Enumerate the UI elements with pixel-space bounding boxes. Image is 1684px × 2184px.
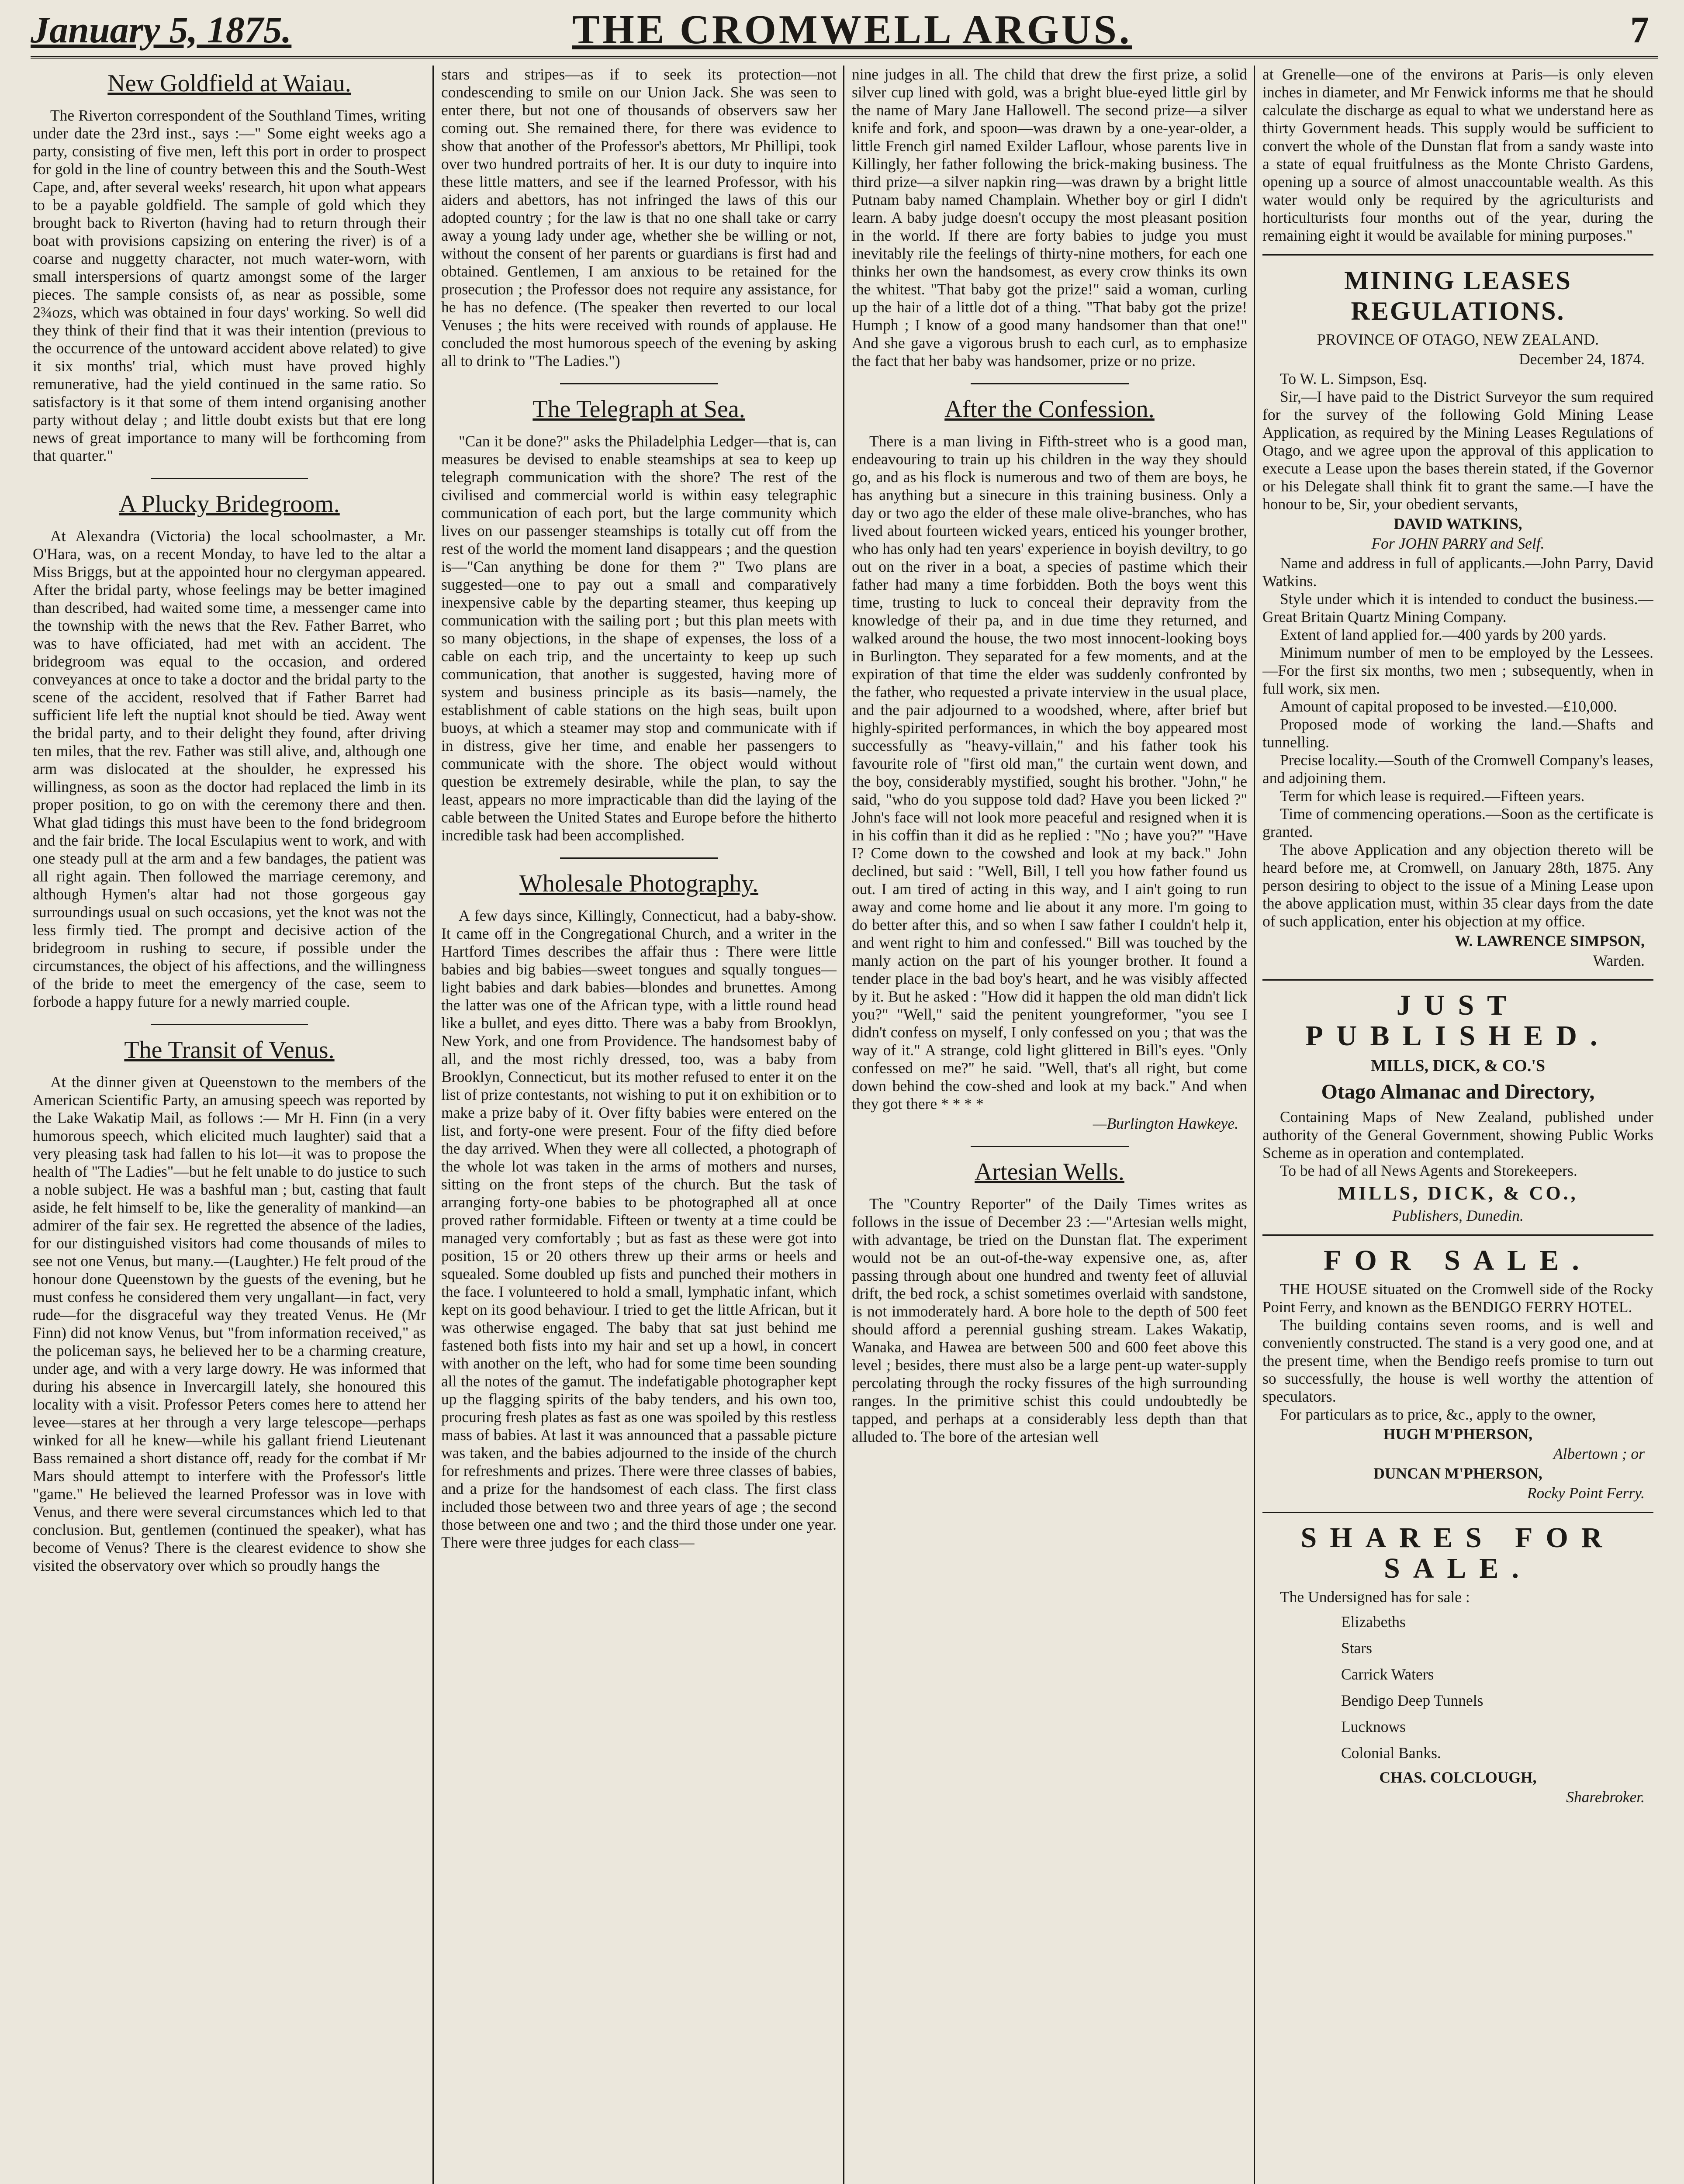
newspaper-title: THE CROMWELL ARGUS. (572, 7, 1132, 52)
for-sale-heading: FOR SALE. (1324, 1244, 1592, 1276)
almanac-agents: To be had of all News Agents and Storekeepers. (1280, 1162, 1577, 1179)
notice-item: Precise locality.—South of the Cromwell Company's leases, and adjoining them. (1262, 751, 1653, 787)
column-divider (432, 66, 434, 2184)
for-sale-contact: For particulars as to price, &c., apply to the owner, (1280, 1406, 1596, 1423)
notice-item: Style under which it is intended to conduct the business.—Great Britain Quartz Mining Company. (1262, 590, 1653, 625)
almanac-name: Otago Almanac and Directory, (1321, 1080, 1595, 1103)
article-heading: The Telegraph at Sea. (533, 396, 745, 423)
article-body: There is a man living in Fifth-street who is a good man, endeavouring to train up his children in the way they should go, and as his flock is numerous and two of them are boys, he has anything but a sinecure in this training business. Only a day or two ago the elder of these male olive-branches, who has lived about fourteen wicked years, enticed his younger brother, who has only had ten years' experience in boyish deviltry, to go out on the river in a boat, a species of pastime which their father had many a time forbidden. Both the boys went this time, trusting to luck to conceal their depravity from the knowledge of their pa, and in due time they returned, and walked around the house, the two most innocent-looking boys in Burlington. They separated for a few moments, and at the expiration of that time the elder was suddenly confronted by the father, who requested a private interview in the usual place, and the pair adjourned to a woodshed, where, after brief but highly-spirited performances, in which the boy appeared most successfully as "heavy-villain," and his father took his favourite role of "first old man," the curtain went down, and the boy, considerably mystified, sought his brother. "John," he said, "who do you suppose told dad? Have you been licked ?" John's face will not look more peaceful and resigned when it is in his coffin than it did as he replied : "No ; have you?" "Have I? Come down to the cowshed and look at my back." John declined, but said : "Well, Bill, I tell you how father found us out. I am tired of acting in this way, and I ain't going to run away and come home and lie about it any more. I'm going to do better after this, and so when I saw father I couldn't help it, and went right to him and confessed." Bill was touched by the manly action on the part of his younger brother. It found a tender place in the bad boy's heart, and he was visibly affected by it. But he asked : "How did it happen the old man didn't lick you?" "Well," said the penitent youngreformer, "you see I didn't confess on myself, I only confessed on you ; that was the way of it." A strange, cold light glittered in Bill's eyes. "Only confessed on me?" he said. "Well, that's all right, but come down behind the cow-shed and look at my back." And when they got there * * * * (852, 432, 1247, 1113)
ad-rule (1262, 254, 1653, 256)
article-body: at Grenelle—one of the environs at Paris—is only eleven inches in diameter, and Mr Fenwick informs me that he should calculate the discharge as equal to what we understand here as thirty Government heads. This supply would be sufficient to convert the whole of the Dunstan flat from a sandy waste into a state of equal fruitfulness as the Monte Christo Gardens, opening up a source of almost unaccountable wealth. As this water would only be required by the agriculturists and horticulturists four months out of the year, during the remaining eight it would be available for mining purposes." (1262, 66, 1653, 244)
article-body: The "Country Reporter" of the Daily Times writes as follows in the issue of December 23 :—"Artesian wells might, with advantage, be tried on the Dunstan flat. The experiment would not be an out-of-the-way expensive one, as, after passing through about one hundred and twenty feet of alluvial drift, the bed rock, a schist sometimes overlaid with sandstone, is not immoderately hard. A bore hole to the depth of 500 feet should afford a perennial gushing stream. Lakes Wakatip, Wanaka, and Hawea are between 500 and 600 feet above this level ; besides, there must also be a large pent-up water-supply percolating through the rocky fissures of the high surrounding ranges. In the primitive schist this could undoubtedly be tapped, and perhaps at a considerably less depth than that alluded to. The bore of the artesian well (852, 1195, 1247, 1445)
article-body: "Can it be done?" asks the Philadelphia Ledger—that is, can measures be devised to enable steamships at sea to keep up telegraph communication with the shore? The rest of the civilised and commercial world is within easy telegraphic communication of each port, but the large community which lives on our passenger steamships is totally cut off from the rest of the world the moment land disappears ; and the question is—"Can anything be done for them ?" Two plans are suggested—one to pay out a small and comparatively inexpensive cable by the departing steamer, thus keeping up communication with the sailing port ; but this plan meets with so many objections, in the shape of expenses, the loss of a cable on each trip, and the uncertainty to keep up such communication, that another is suggested, having more of system and business principle as its basis—namely, the establishment of cable stations on the high seas, built upon buoys, at which a steamer may stop and communicate with if in distress, give her time, and enable her passengers to communicate with the shore. The object would without question be extremely desirable, while the plan, to say the least, appears no more impracticable than did the laying of the cable between the United States and Europe before the hitherto incredible task had been accomplished. (441, 432, 837, 844)
almanac-publisher: MILLS, DICK, & CO.'S (1370, 1057, 1546, 1075)
article-body: nine judges in all. The child that drew the first prize, a solid silver cup lined with gold, was a bright blue-eyed little girl by the name of Mary Jane Hallowell. The second prize—a silver knife and fork, and spoon—was drawn by a one-year-older, a little French girl named Exilder Laflour, whose parents live in Killingly, her father following the brick-making business. The third prize—a silver napkin ring—was drawn by a bright little Putnam baby named Champlain. Whether boy or girl I didn't learn. A baby judge doesn't occupy the most pleasant position in the world. If there are forty babies to judge you must inevitably rile the feelings of thirty-nine mothers, for each one thinks her own the handsomest, as every crow thinks its own the whitest. "That baby got the prize!" said a woman, curling up the hair of a little dot of a thing. "That baby got the prize! Humph ; I know of a good many handsomer than that one!" And she gave a vigorous brush to each curl, as to emphasize the fact that her baby was handsomer, prize or no prize. (852, 66, 1247, 370)
divider (560, 383, 718, 384)
for-sale-body: The building contains seven rooms, and is well and conveniently constructed. The stand is a very good one, and at the present time, when the Bendigo reefs promise to turn out so successfully, the house is well worthy the attention of speculators. (1262, 1316, 1653, 1405)
article-heading: Artesian Wells. (975, 1158, 1124, 1185)
just-published-heading: JUST PUBLISHED. (1305, 989, 1611, 1052)
mining-leases-heading: MINING LEASES REGULATIONS. (1344, 266, 1572, 325)
issue-date: January 5, 1875. (31, 9, 292, 51)
share-item: Colonial Banks. (1341, 1744, 1441, 1762)
shares-heading: SHARES FOR SALE. (1300, 1522, 1615, 1584)
article-heading: The Transit of Venus. (124, 1037, 335, 1064)
article-body: The Riverton correspondent of the Southland Times, writing under date the 23rd inst., says :—" Some eight weeks ago a party, consisting of five men, left this port in order to prospect for gold in the line of country between this and the South-West Cape, and, after several weeks' research, hit upon what appears to be a payable goldfield. The sample of gold which they brought back to Riverton (having had to return through their boat with provisions capsizing on entering the river) is of a coarse and nuggetty character, not much water-worn, with small interspersions of quartz amongst some of the larger pieces. The sample consists of, as near as possible, some 2¾ozs, which was obtained in four days' working. So well did they think of their find that it was their intention (previous to the occurrence of the untoward accident above related) to give it six months' trial, which must have proved highly remunerative, had the yield continued in the same ratio. So satisfactory is it that some of them intend organising another party without delay ; and little doubt exists but that ere long news of great importance to many will be forthcoming from that quarter." (33, 107, 426, 464)
notice-item: Minimum number of men to be employed by the Lessees.—For the first six months, two men ; subsequently, when in full work, six men. (1262, 644, 1653, 697)
share-item: Carrick Waters (1341, 1666, 1434, 1683)
owner-1-place: Albertown ; or (1553, 1445, 1645, 1462)
warden-name: W. LAWRENCE SIMPSON, (1455, 932, 1645, 950)
notice-item: Proposed mode of working the land.—Shafts and tunnelling. (1262, 715, 1653, 751)
for-sale-intro: THE HOUSE situated on the Cromwell side of the Rocky Point Ferry, and known as the BENDIGO FERRY HOTEL. (1262, 1280, 1653, 1316)
article-heading: New Goldfield at Waiau. (107, 70, 351, 97)
share-item: Stars (1341, 1639, 1372, 1657)
notice-item: The above Application and any objection thereto will be heard before me, at Cromwell, on January 28th, 1875. Any person desiring to object to the issue of a Mining Lease upon the above application must, within 35 clear days from the date of such application, enter his objection at my office. (1262, 841, 1653, 930)
article-body: stars and stripes—as if to seek its protection—not condescending to smile on our Union Jack. She was seen to enter there, but not one of thousands of observers saw her coming out. She remained there, for there was evidence to show that another of the Professor's abettors, Mr Phillipi, took over two hundred portraits of her. It is our duty to inquire into these little matters, and see if the learned Professor, with his aiders and abettors, has not infringed the laws of this our adopted country ; for the law is that no one shall take or carry away a young lady under age, whether she be willing or not, without the consent of her parents or guardians is first had and obtained. Gentlemen, I am anxious to be retained for the prosecution ; the Professor does not require any assistance, for he has no defence. (The speaker then reverted to our local Venuses ; the hits were received with rounds of applause. He concluded the most humorous speech of the evening by asking all to drink to "The Ladies.") (441, 66, 837, 370)
article-body: At the dinner given at Queenstown to the members of the American Scientific Party, an amusing speech was reported by the Lake Wakatip Mail, as follows :— Mr H. Finn (in a very humorous speech, which elicited much laughter) said that a very pleasing task had fallen to his lot—it was to propose the health of "The Ladies"—but he felt unable to do justice to such a noble subject. He was a bashful man ; but, casting that fault aside, he felt himself to be, like the generality of mankind—an admirer of the fair sex. He regretted the absence of the ladies, for our distinguished visitors had come thousands of miles to see not one Venus, but many.—(Laughter.) He felt proud of the honour done Queenstown by the guests of the evening, but he must confess he considered them very ungallant—in fact, very rude—for the disgraceful way they treated Venus. He (Mr Finn) did not know Venus, but "from information received," as the policeman says, he believed her to be a charming creature, under age, and with a very large dowry. He was informed that during his absence in Invercargill lately, she honoured this locality with a visit. Professor Peters comes here to attend her levee—stares at her through a very large telescope—perhaps winked for all he knew—while his gallant friend Lieutenant Bass remained a short distance off, ready for the combat if Mr Mars should attempt to interfere with the Professor's little "game." He believed the learned Professor was in love with Venus, and there were several circumstances which led to that conclusion. But, gentlemen (continued the speaker), what has become of Venus? There is the clearest evidence to show she visited the observatory over which so proudly hangs the (33, 1073, 426, 1574)
signer-name: DAVID WATKINS, (1394, 515, 1522, 532)
notice-item: Time of commencing operations.—Soon as the certificate is granted. (1262, 805, 1653, 840)
masthead-rule (31, 56, 1658, 59)
notice-date: December 24, 1874. (1519, 350, 1645, 368)
notice-item: Term for which lease is required.—Fifteen years. (1280, 787, 1585, 805)
column-3 (852, 66, 1247, 2184)
article-body: At Alexandra (Victoria) the local schoolmaster, a Mr. O'Hara, was, on a recent Monday, to have led to the altar a Miss Briggs, but at the appointed hour no clergyman appeared. After the bridal party, whose feelings may be better imagined than described, had waited some time, a messenger came into the township with the news that the Rev. Father Barret, who was to have officiated, had met with an accident. The bridegroom was equal to the occasion, and ordered conveyances at once to take a doctor and the bridal party to the scene of the accident, resolved that if Father Barret had sufficient life left the nuptial knot should be tied. Away went the bridal party, and to their delight they found, after driving ten miles, that the rev. Father was still alive, and, although one arm was dislocated at the shoulder, he expressed his willingness, as soon as the doctor had replaced the limb in its proper position, to go on with the ceremony there and then. What glad tidings this must have been to the fond bridegroom and the fair bride. The local Esculapius went to work, and with one steady pull at the arm and a few bandages, the patient was all right again. Then followed the marriage ceremony, and although Hymen's altar had not those gorgeous gay surroundings usual on such occasions, yet the knot was not the less firmly tied. The prompt and decisive action of the bridegroom in rushing to secure, if possible under the circumstances, the object of his affections, and the willingness of the bride to meet the emergency of the case, seem to forbode a happy future for a newly married couple. (33, 527, 426, 1010)
divider (971, 383, 1129, 384)
ad-rule (1262, 1234, 1653, 1236)
shares-list (1341, 1609, 1653, 1766)
column-2 (441, 66, 837, 2184)
share-item: Bendigo Deep Tunnels (1341, 1692, 1483, 1709)
article-heading: A Plucky Bridegroom. (119, 491, 340, 518)
almanac-firm: MILLS, DICK, & CO., (1338, 1182, 1578, 1204)
divider (151, 1024, 308, 1025)
signer-for: For JOHN PARRY and Self. (1371, 535, 1545, 552)
notice-item: Name and address in full of applicants.—John Parry, David Watkins. (1262, 554, 1653, 590)
broker-name: CHAS. COLCLOUGH, (1379, 1769, 1537, 1786)
column-4 (1262, 66, 1653, 2184)
warden-title: Warden. (1593, 952, 1645, 969)
article-body: A few days since, Killingly, Connecticut, had a baby-show. It came off in the Congregational Church, and a writer in the Hartford Times describes the affair thus : There were little babies and big babies—sweet tongues and squally tongues—light babies and dark babies—blondes and brunettes. Among the latter was one of the African type, with a little round head like a bullet, and eyes ditto. There was a baby from Brooklyn, New York, and one from Providence. The handsomest baby of all, and the most richly dressed, too, was a baby from Brooklyn, Connecticut, but its mother refused to enter it on the list of prize contestants, not wishing to put it on exhibition or to make a prize baby of it. Over fifty babies were entered on the list, and forty-one were present. Four of the fifty died before the day arrived. When they were all collected, a photograph of the whole lot was taken in the arms of mothers and nurses, sitting on the front steps of the church. But the task of arranging forty-one babies to be photographed all at once proved rather formidable. Fifteen or twenty at a time could be managed very comfortably ; but as fast as these were got into position, 15 or 20 others threw up their arms or heels and squealed. Some doubled up fists and punched their mothers in the face. I volunteered to hold a small, lymphatic infant, which kept on its good behaviour. I tried to get the little African, but it was otherwise engaged. The baby that sat just behind me fastened both fists into my hair and set up a howl, in concert with another on the left, who had for some time been sounding all the notes of the gamut. The indefatigable photographer kept up the flagging spirits of the baby tenders, and his own too, procuring fresh plates as fast as one was spoiled by this restless mass of babies. At last it was announced that a passable picture was taken, and the babies adjourned to the inside of the church for refreshments and prizes. There were three classes of babies, and a prize for the handsomest of each class. The first class included those between two and three years of age ; the second those between one and two ; and the third those under one year. There were three judges for each class— (441, 907, 837, 1551)
almanac-firm-sub: Publishers, Dunedin. (1392, 1207, 1524, 1224)
province-line: PROVINCE OF OTAGO, NEW ZEALAND. (1317, 331, 1599, 348)
share-item: Lucknows (1341, 1718, 1406, 1735)
owner-2: DUNCAN M'PHERSON, (1373, 1465, 1542, 1482)
broker-title: Sharebroker. (1566, 1788, 1645, 1806)
column-divider (843, 66, 844, 2184)
ad-rule (1262, 979, 1653, 981)
divider (151, 478, 308, 479)
column-divider (1254, 66, 1255, 2184)
almanac-body: Containing Maps of New Zealand, published under authority of the General Government, showing Public Works Scheme as in operation and contemplated. (1262, 1108, 1653, 1161)
owner-1: HUGH M'PHERSON, (1383, 1425, 1533, 1443)
page-number: 7 (1630, 9, 1649, 51)
masthead (31, 4, 1658, 57)
notice-item: Extent of land applied for.—400 yards by 200 yards. (1280, 626, 1607, 643)
article-heading: Wholesale Photography. (519, 870, 758, 897)
notice-item: Amount of capital proposed to be invested.—£10,000. (1280, 698, 1617, 715)
article-source: —Burlington Hawkeye. (1093, 1115, 1238, 1132)
owner-2-place: Rocky Point Ferry. (1527, 1484, 1645, 1502)
shares-intro: The Undersigned has for sale : (1280, 1588, 1470, 1606)
share-item: Elizabeths (1341, 1613, 1406, 1631)
ad-rule (1262, 1512, 1653, 1513)
divider (971, 1146, 1129, 1147)
article-heading: After the Confession. (944, 396, 1155, 423)
notice-body: Sir,—I have paid to the District Surveyor the sum required for the survey of the following Gold Mining Lease Application, as required by the Mining Leases Regulations of Otago, and we agree upon the approval of this application to execute a Lease upon the bases therein stated, if the Governor or his Delegate shall think fit to grant the same.—I have the honour to be, Sir, your obedient servants, (1262, 388, 1653, 513)
divider (560, 857, 718, 859)
notice-addressee: To W. L. Simpson, Esq. (1280, 370, 1427, 387)
column-1 (33, 66, 426, 2184)
